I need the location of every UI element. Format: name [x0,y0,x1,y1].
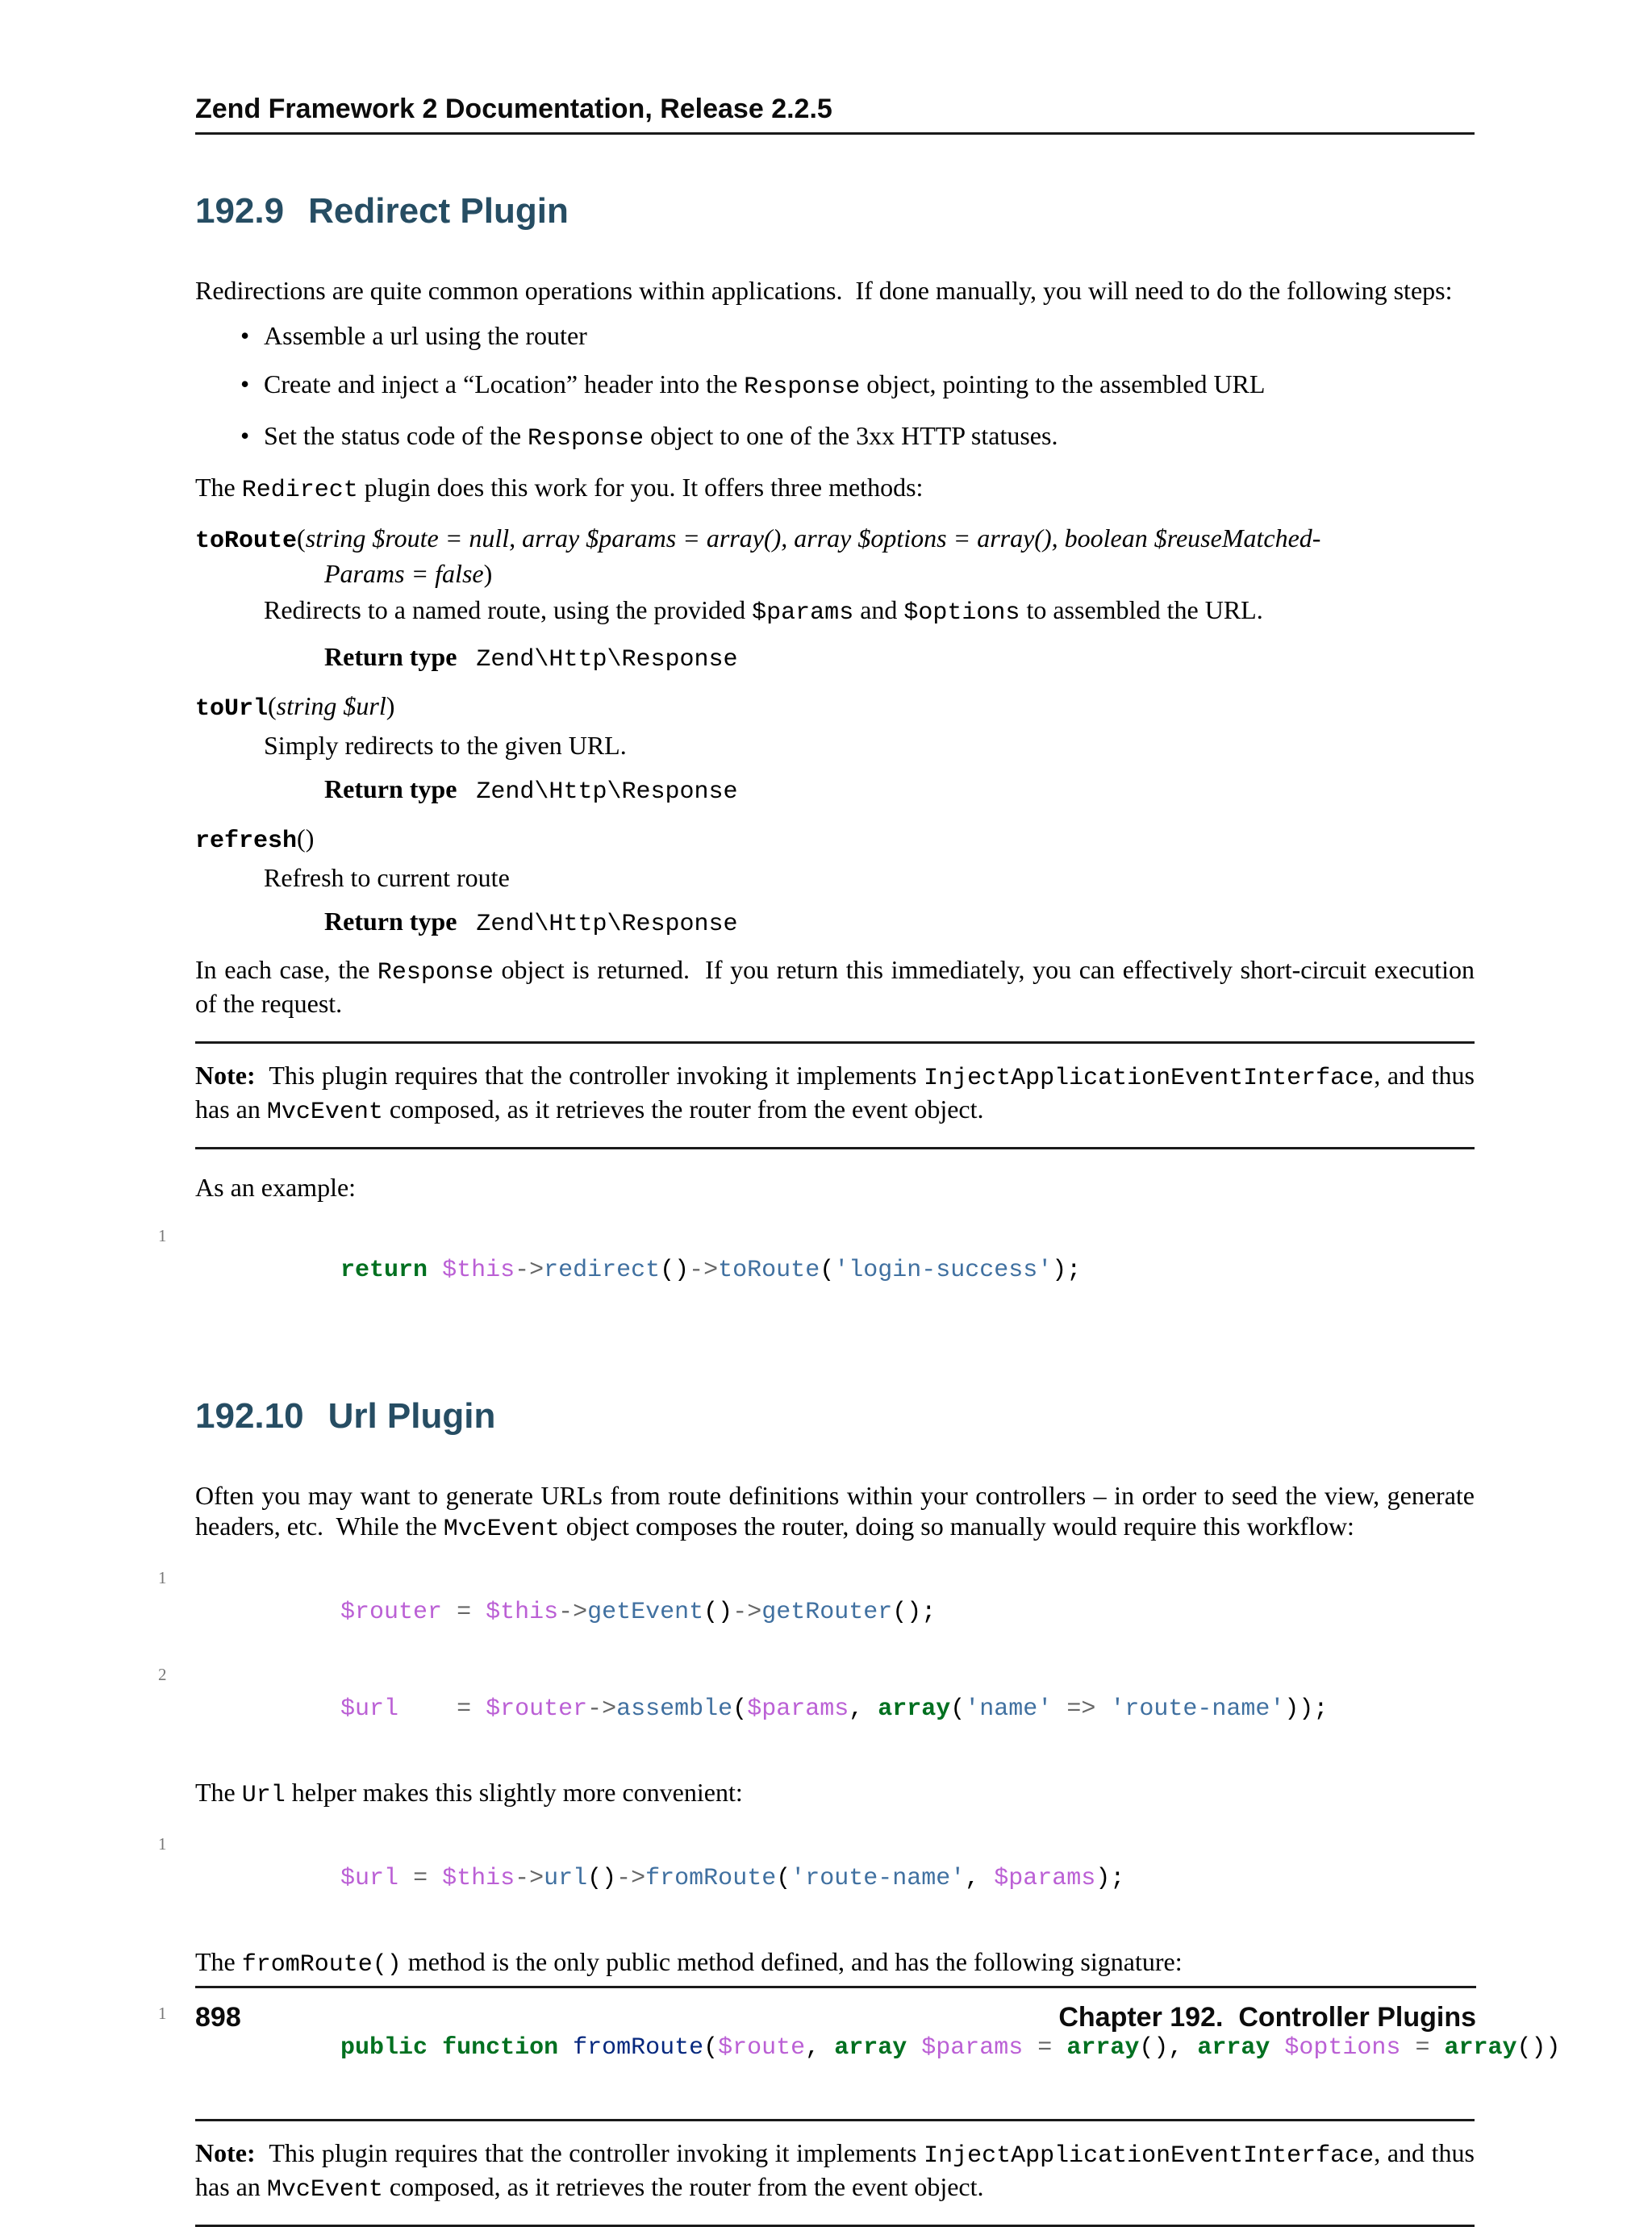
code-text: $url = $router->assemble($params, array('name' => 'route-name')); [340,1695,1329,1723]
code-block-redirect-example [158,1222,1475,1319]
return-type-label: Return type [324,642,457,671]
note-text: Note: This plugin requires that the controller invoking it implements InjectApplicationEventInterface, and thus has an MvcEvent composed, as it retrieves the router from the event object. [195,2138,1482,2204]
section-heading [195,1396,1475,1437]
list-item [240,320,1475,351]
paragraph: As an example: [195,1173,357,1202]
paragraph: The Redirect plugin does this work for you. It offers three methods: [195,473,924,504]
note-box [195,1041,1482,1149]
method-description: Simply redirects to the given URL. [264,731,627,760]
return-type-row [195,641,1475,675]
code-text: public function fromRoute($route, array $params = array(), array $options = array()) [340,2034,1561,2062]
chapter-label: Chapter 192. Controller Plugins [1058,2002,1476,2033]
method-definition-refresh [195,822,1475,940]
section-number: 192.10 [195,1396,304,1436]
bullet-list [195,320,1475,454]
method-definition-toroute [195,522,1475,675]
note-box [195,2119,1482,2227]
code-line [158,1830,1475,1927]
section-number: 192.9 [195,191,285,231]
page-footer [195,1986,1476,2033]
code-line [158,1564,1475,1661]
list-item-text: Set the status code of the Response object to one of the 3xx HTTP statuses. [264,421,1058,452]
code-text: $router = $this->getEvent()->getRouter(); [340,1599,937,1626]
section-url-plugin [158,1396,1561,2227]
return-type-value: Zend\Http\Response [476,646,738,674]
list-item-text: Create and inject a “Location” header into the Response object, pointing to the assembled URL [264,369,1266,401]
list-item-text: Assemble a url using the router [264,321,587,350]
paragraph: Often you may want to generate URLs from route definitions within your controllers – in order to seed the view, generate headers, etc. While the MvcEvent object composes the router, doing so manually would require this workflow: [195,1481,1481,1543]
note-text: Note: This plugin requires that the controller invoking it implements InjectApplicationEventInterface, and thus has an MvcEvent composed, as it retrieves the router from the event object. [195,1061,1482,1126]
bullet-icon: • [240,421,250,450]
method-signature: toUrl(string $url) [195,691,395,723]
code-text: return $this->redirect()->toRoute('login-success'); [340,1257,1082,1284]
method-signature-continuation: Params = false) [324,559,493,588]
section-title: Redirect Plugin [308,191,569,231]
return-type-value: Zend\Http\Response [476,778,738,806]
code-block-workflow [158,1564,1475,1758]
header-rule [195,132,1475,135]
page-header [195,94,1475,135]
code-block-url-helper [158,1830,1475,1927]
return-type-label: Return type [324,774,457,803]
return-type-row [195,906,1475,940]
paragraph: The fromRoute() method is the only public method defined, and has the following signature: [195,1947,1183,1979]
return-type-label: Return type [324,907,457,936]
section-redirect-plugin [158,191,1482,1319]
line-number: 1 [158,2004,167,2023]
line-number: 1 [158,1834,167,1854]
section-title: Url Plugin [327,1396,496,1436]
line-number: 2 [158,1665,167,1684]
footer-row [195,2001,1476,2033]
code-line [158,1222,1475,1319]
line-number: 1 [158,1568,167,1587]
method-signature: toRoute(string $route = null, array $params = array(), array $options = array(), boolean $reuseMatched- [195,523,1321,555]
paragraph: Redirections are quite common operations within applications. If done manually, you will need to do the following steps: [195,276,1453,305]
code-text: $url = $this->url()->fromRoute('route-name', $params); [340,1865,1125,1892]
section-heading [195,191,1475,231]
return-type-value: Zend\Http\Response [476,911,738,938]
code-line [158,1661,1475,1758]
bullet-icon: • [240,321,250,350]
method-signature: refresh() [195,824,315,855]
footer-rule [195,1986,1476,1988]
bullet-icon: • [240,369,250,398]
paragraph: The Url helper makes this slightly more convenient: [195,1778,743,1809]
method-definition-tourl [195,690,1475,807]
list-item [240,420,1475,454]
list-item [240,369,1475,402]
return-type-row [195,774,1475,807]
method-description: Refresh to current route [264,863,510,892]
method-list [195,522,1475,940]
line-number: 1 [158,1226,167,1245]
header-title: Zend Framework 2 Documentation, Release 2.2.5 [195,94,832,124]
page-number: 898 [195,2002,241,2033]
paragraph: In each case, the Response object is returned. If you return this immediately, you can effectively short-circuit execution of the request. [195,955,1482,1018]
method-description: Redirects to a named route, using the provided $params and $options to assembled the URL. [264,595,1263,627]
